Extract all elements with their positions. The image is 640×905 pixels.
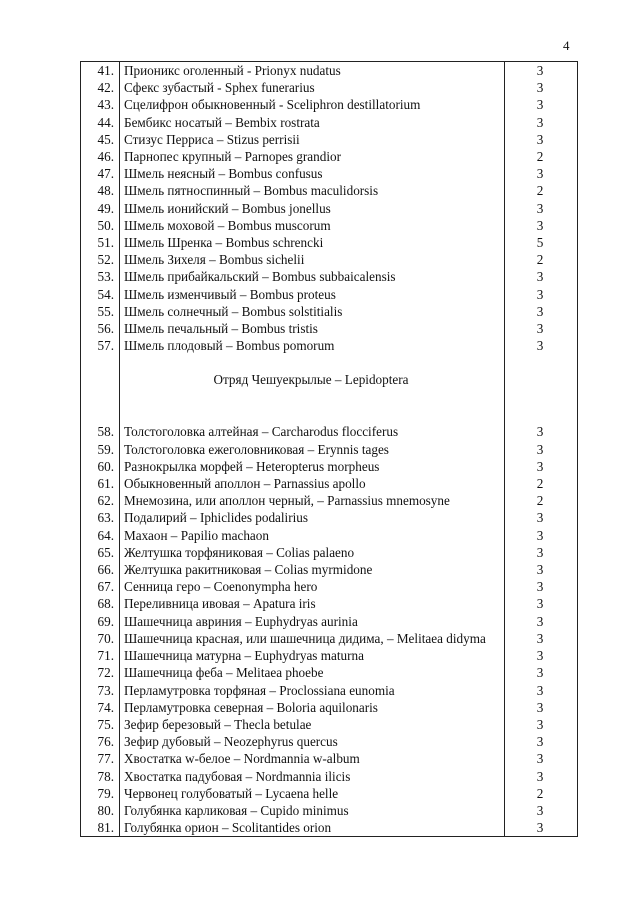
- species-name: Хвостатка w-белое – Nordmannia w-album: [120, 750, 505, 767]
- species-name: Хвостатка падубовая – Nordmannia ilicis: [120, 768, 505, 785]
- row-number: 52.: [81, 251, 120, 268]
- category: 3: [505, 578, 578, 595]
- category: 3: [505, 750, 578, 767]
- row-number: 46.: [81, 148, 120, 165]
- row-number: [81, 354, 120, 423]
- category: 3: [505, 699, 578, 716]
- category: 3: [505, 527, 578, 544]
- category: 3: [505, 509, 578, 526]
- species-name: Шмель ионийский – Bombus jonellus: [120, 200, 505, 217]
- category: 2: [505, 475, 578, 492]
- row-number: 70.: [81, 630, 120, 647]
- category: 3: [505, 682, 578, 699]
- table-row: [81, 62, 578, 80]
- table-row: [81, 613, 578, 630]
- table-row: [81, 819, 578, 837]
- table-row: [81, 682, 578, 699]
- table-row: [81, 131, 578, 148]
- table-row: [81, 286, 578, 303]
- table-row: [81, 595, 578, 612]
- table-row: [81, 337, 578, 354]
- table-row: [81, 96, 578, 113]
- category: 3: [505, 217, 578, 234]
- species-name: Шмель солнечный – Bombus solstitialis: [120, 303, 505, 320]
- table-row: [81, 475, 578, 492]
- species-name: Шмель печальный – Bombus tristis: [120, 320, 505, 337]
- category: 3: [505, 716, 578, 733]
- category: 2: [505, 492, 578, 509]
- table-row: [81, 527, 578, 544]
- table-row: [81, 441, 578, 458]
- category: 3: [505, 819, 578, 837]
- category: 3: [505, 441, 578, 458]
- species-name: Шашечница феба – Melitaea phoebe: [120, 664, 505, 681]
- table-row: [81, 182, 578, 199]
- species-name: Шашечница матурна – Euphydryas maturna: [120, 647, 505, 664]
- table-row: [81, 647, 578, 664]
- category: 3: [505, 286, 578, 303]
- species-name: Перламутровка северная – Boloria aquilonaris: [120, 699, 505, 716]
- category: 3: [505, 561, 578, 578]
- row-number: 54.: [81, 286, 120, 303]
- species-name: Желтушка торфяниковая – Colias palaeno: [120, 544, 505, 561]
- species-name: Мнемозина, или аполлон черный, – Parnassius mnemosyne: [120, 492, 505, 509]
- species-name: Шашечница красная, или шашечница дидима, – Melitaea didyma: [120, 630, 505, 647]
- category: 3: [505, 303, 578, 320]
- category: 5: [505, 234, 578, 251]
- table-row: [81, 148, 578, 165]
- category: 3: [505, 96, 578, 113]
- species-name: Червонец голубоватый – Lycaena helle: [120, 785, 505, 802]
- table-row: [81, 492, 578, 509]
- row-number: 48.: [81, 182, 120, 199]
- species-name: Зефир дубовый – Neozephyrus quercus: [120, 733, 505, 750]
- page-number: 4: [563, 38, 570, 53]
- row-number: 68.: [81, 595, 120, 612]
- row-number: 74.: [81, 699, 120, 716]
- row-number: 63.: [81, 509, 120, 526]
- row-number: 76.: [81, 733, 120, 750]
- row-number: 47.: [81, 165, 120, 182]
- table-row: [81, 217, 578, 234]
- category: [505, 354, 578, 423]
- row-number: 43.: [81, 96, 120, 113]
- category: 3: [505, 165, 578, 182]
- table-row: [81, 458, 578, 475]
- category: 3: [505, 664, 578, 681]
- species-name: Голубянка орион – Scolitantides orion: [120, 819, 505, 837]
- row-number: 49.: [81, 200, 120, 217]
- table-row: [81, 234, 578, 251]
- category: 3: [505, 768, 578, 785]
- species-name: Шашечница авриния – Euphydryas aurinia: [120, 613, 505, 630]
- row-number: 80.: [81, 802, 120, 819]
- category: 3: [505, 131, 578, 148]
- row-number: 56.: [81, 320, 120, 337]
- table-row: [81, 509, 578, 526]
- table-row: [81, 200, 578, 217]
- species-name: Разнокрылка морфей – Heteropterus morpheus: [120, 458, 505, 475]
- category: 3: [505, 423, 578, 440]
- table-row: [81, 561, 578, 578]
- species-name: Шмель моховой – Bombus muscorum: [120, 217, 505, 234]
- table-row: [81, 79, 578, 96]
- row-number: 62.: [81, 492, 120, 509]
- table-row: [81, 733, 578, 750]
- row-number: 65.: [81, 544, 120, 561]
- category: 3: [505, 337, 578, 354]
- species-name: Махаон – Papilio machaon: [120, 527, 505, 544]
- category: 3: [505, 630, 578, 647]
- species-table: [80, 61, 578, 837]
- section-cell: [120, 354, 505, 423]
- row-number: 73.: [81, 682, 120, 699]
- row-number: 55.: [81, 303, 120, 320]
- row-number: 61.: [81, 475, 120, 492]
- table-row: [81, 699, 578, 716]
- row-number: 66.: [81, 561, 120, 578]
- row-number: 64.: [81, 527, 120, 544]
- section-row: [81, 354, 578, 423]
- category: 2: [505, 251, 578, 268]
- row-number: 72.: [81, 664, 120, 681]
- table-row: [81, 578, 578, 595]
- row-number: 67.: [81, 578, 120, 595]
- species-name: Обыкновенный аполлон – Parnassius apollo: [120, 475, 505, 492]
- row-number: 50.: [81, 217, 120, 234]
- table-row: [81, 303, 578, 320]
- row-number: 77.: [81, 750, 120, 767]
- species-name: Шмель прибайкальский – Bombus subbaicalensis: [120, 268, 505, 285]
- species-name: Подалирий – Iphiclides podalirius: [120, 509, 505, 526]
- table-row: [81, 630, 578, 647]
- table-row: [81, 802, 578, 819]
- species-name: Сфекс зубастый - Sphex funerarius: [120, 79, 505, 96]
- row-number: 75.: [81, 716, 120, 733]
- table-row: [81, 544, 578, 561]
- category: 2: [505, 785, 578, 802]
- category: 3: [505, 114, 578, 131]
- species-name: Шмель пятноспинный – Bombus maculidorsis: [120, 182, 505, 199]
- row-number: 44.: [81, 114, 120, 131]
- section-title: Отряд Чешуекрылые – Lepidoptera: [213, 372, 409, 388]
- table-row: [81, 768, 578, 785]
- species-name: Шмель неясный – Bombus confusus: [120, 165, 505, 182]
- species-name: Шмель плодовый – Bombus pomorum: [120, 337, 505, 354]
- category: 3: [505, 733, 578, 750]
- category: 2: [505, 182, 578, 199]
- row-number: 51.: [81, 234, 120, 251]
- category: 3: [505, 802, 578, 819]
- row-number: 71.: [81, 647, 120, 664]
- row-number: 41.: [81, 62, 120, 80]
- row-number: 53.: [81, 268, 120, 285]
- table-row: [81, 423, 578, 440]
- species-name: Сцелифрон обыкновенный - Sceliphron destillatorium: [120, 96, 505, 113]
- species-name: Шмель Зихеля – Bombus sichelii: [120, 251, 505, 268]
- species-name: Стизус Перриса – Stizus perrisii: [120, 131, 505, 148]
- table-row: [81, 114, 578, 131]
- category: 3: [505, 458, 578, 475]
- row-number: 58.: [81, 423, 120, 440]
- table-row: [81, 251, 578, 268]
- species-name: Бембикс носатый – Bembix rostrata: [120, 114, 505, 131]
- category: 3: [505, 613, 578, 630]
- category: 3: [505, 62, 578, 80]
- row-number: 57.: [81, 337, 120, 354]
- category: 3: [505, 595, 578, 612]
- species-name: Шмель изменчивый – Bombus proteus: [120, 286, 505, 303]
- species-name: Толстоголовка ежеголовниковая – Erynnis tages: [120, 441, 505, 458]
- category: 3: [505, 79, 578, 96]
- table-row: [81, 268, 578, 285]
- category: 3: [505, 268, 578, 285]
- category: 3: [505, 544, 578, 561]
- row-number: 81.: [81, 819, 120, 837]
- species-name: Шмель Шренка – Bombus schrencki: [120, 234, 505, 251]
- category: 2: [505, 148, 578, 165]
- category: 3: [505, 200, 578, 217]
- species-name: Голубянка карликовая – Cupido minimus: [120, 802, 505, 819]
- species-name: Прионикс оголенный - Prionyx nudatus: [120, 62, 505, 80]
- row-number: 59.: [81, 441, 120, 458]
- species-name: Перламутровка торфяная – Proclossiana eunomia: [120, 682, 505, 699]
- species-name: Желтушка ракитниковая – Colias myrmidone: [120, 561, 505, 578]
- row-number: 45.: [81, 131, 120, 148]
- species-name: Зефир березовый – Thecla betulae: [120, 716, 505, 733]
- row-number: 60.: [81, 458, 120, 475]
- table-row: [81, 750, 578, 767]
- table-row: [81, 165, 578, 182]
- row-number: 42.: [81, 79, 120, 96]
- table-row: [81, 716, 578, 733]
- species-name: Парнопес крупный – Parnopes grandior: [120, 148, 505, 165]
- category: 3: [505, 647, 578, 664]
- category: 3: [505, 320, 578, 337]
- table-row: [81, 785, 578, 802]
- table-row: [81, 320, 578, 337]
- species-name: Толстоголовка алтейная – Carcharodus flocciferus: [120, 423, 505, 440]
- row-number: 78.: [81, 768, 120, 785]
- row-number: 69.: [81, 613, 120, 630]
- table-row: [81, 664, 578, 681]
- species-name: Переливница ивовая – Apatura iris: [120, 595, 505, 612]
- row-number: 79.: [81, 785, 120, 802]
- species-name: Сенница геро – Coenonympha hero: [120, 578, 505, 595]
